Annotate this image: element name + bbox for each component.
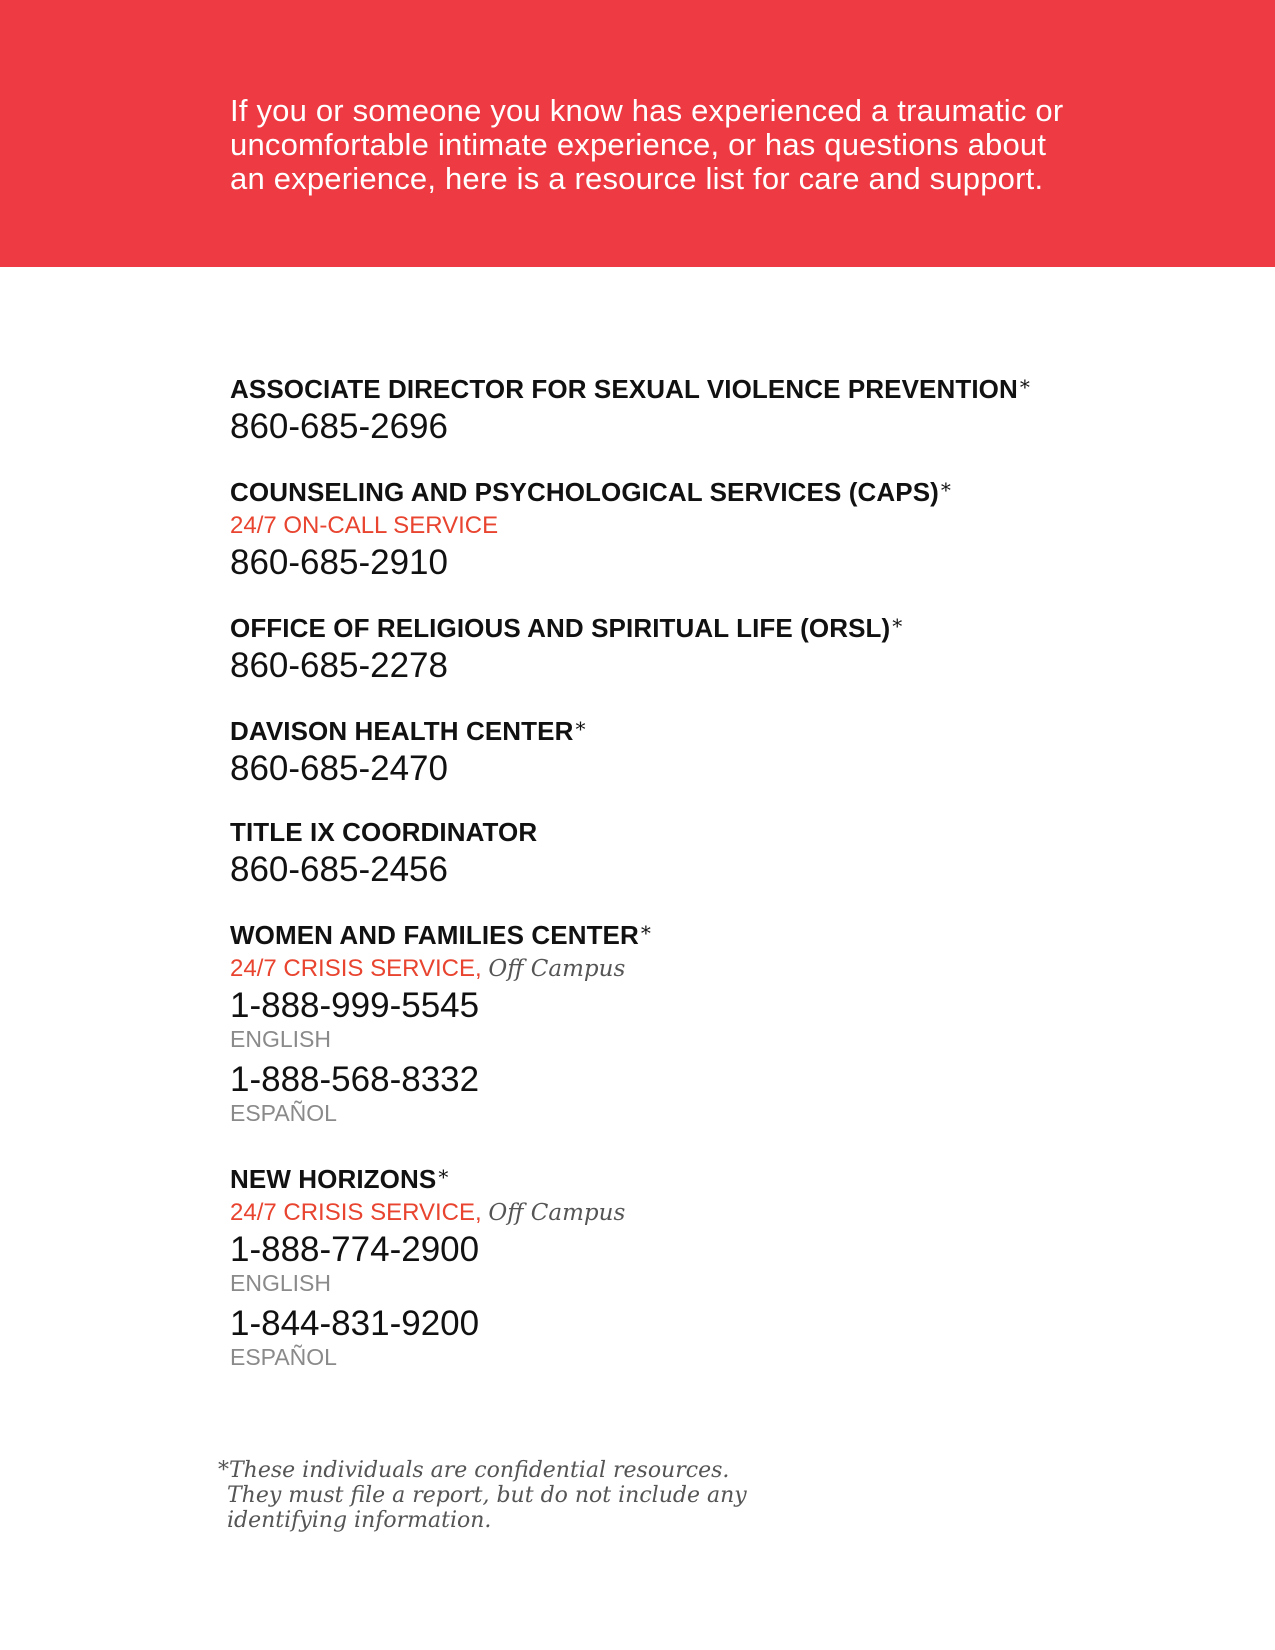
resource-title: OFFICE OF RELIGIOUS AND SPIRITUAL LIFE (ORSL) * [230,613,903,643]
banner-intro-text [230,94,1130,196]
resource-title: WOMEN AND FAMILIES CENTER * [230,920,651,950]
banner-line: uncomfortable intimate experience, or has questions about [230,127,1047,162]
footnote-line: *These individuals are confidential resources. [218,1458,730,1483]
confidential-asterisk: * [575,717,586,741]
service-location: Off Campus [488,1200,626,1226]
resource-new-horizons [230,1162,1190,1370]
resource-orsl [230,611,1190,686]
resource-title: DAVISON HEALTH CENTER * [230,716,586,746]
phone-number[interactable]: 1-844-831-9200 [230,1304,480,1343]
phone-language: ESPAÑOL [230,1344,337,1370]
resource-women-and-families-center [230,918,1190,1126]
confidential-asterisk: * [940,478,951,502]
phone-number[interactable]: 860-685-2456 [230,850,448,889]
resource-davison-health-center [230,714,1190,789]
header-banner [0,0,1275,267]
confidential-asterisk: * [438,1165,449,1189]
footnote-line: identifying information. [227,1508,492,1533]
phone-number[interactable]: 860-685-2696 [230,407,448,446]
resource-title-ix-coordinator [230,817,1190,890]
resource-caps [230,475,1190,583]
phone-number[interactable]: 1-888-999-5545 [230,986,480,1025]
banner-line: If you or someone you know has experienced a traumatic or [230,93,1064,128]
service-location: Off Campus [488,956,626,982]
resource-title: NEW HORIZONS * [230,1164,449,1194]
resource-associate-director [230,372,1190,447]
resource-title: TITLE IX COORDINATOR [230,817,538,847]
confidential-asterisk: * [640,921,651,945]
banner-line: an experience, here is a resource list for care and support. [230,161,1044,196]
phone-language: ENGLISH [230,1270,331,1296]
service-label: 24/7 CRISIS SERVICE, Off Campus [230,1199,626,1226]
confidentiality-footnote [218,1458,838,1533]
phone-language: ENGLISH [230,1026,331,1052]
service-label: 24/7 CRISIS SERVICE, Off Campus [230,955,626,982]
confidential-asterisk: * [892,614,903,638]
phone-number[interactable]: 860-685-2278 [230,646,448,685]
resource-title: COUNSELING AND PSYCHOLOGICAL SERVICES (CAPS) * [230,477,951,507]
phone-number[interactable]: 860-685-2910 [230,543,448,582]
phone-number[interactable]: 1-888-568-8332 [230,1060,480,1099]
phone-number[interactable]: 860-685-2470 [230,749,448,788]
phone-language: ESPAÑOL [230,1100,337,1126]
resource-list [230,372,1190,1370]
phone-number[interactable]: 1-888-774-2900 [230,1230,480,1269]
footnote-line: They must file a report, but do not include any [227,1483,747,1508]
service-label: 24/7 ON-CALL SERVICE [230,512,499,539]
confidential-asterisk: * [1019,375,1030,399]
resource-title: ASSOCIATE DIRECTOR FOR SEXUAL VIOLENCE PREVENTION * [230,374,1030,404]
